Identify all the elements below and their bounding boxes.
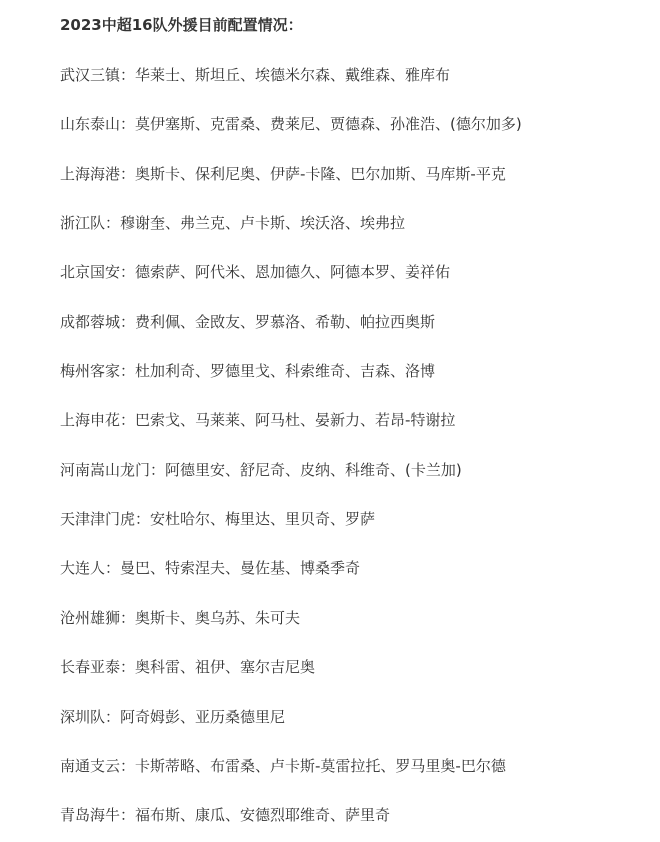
team-foreign-players-row: 深圳队：阿奇姆彭、亚历桑德里尼 xyxy=(60,708,286,726)
team-foreign-players-row: 山东泰山：莫伊塞斯、克雷桑、费莱尼、贾德森、孙准浩、(德尔加多) xyxy=(60,115,522,133)
team-foreign-players-row: 梅州客家：杜加利奇、罗德里戈、科索维奇、吉森、洛博 xyxy=(60,362,436,380)
team-foreign-players-row: 天津津门虎：安杜哈尔、梅里达、里贝奇、罗萨 xyxy=(60,510,376,528)
team-foreign-players-row: 上海申花：巴索戈、马莱莱、阿马杜、晏新力、若昂-特谢拉 xyxy=(60,411,456,429)
team-foreign-players-row: 沧州雄狮：奥斯卡、奥乌苏、朱可夫 xyxy=(60,609,301,627)
team-foreign-players-row: 大连人：曼巴、特索涅夫、曼佐基、博桑季奇 xyxy=(60,559,361,577)
team-foreign-players-row: 南通支云：卡斯蒂略、布雷桑、卢卡斯-莫雷拉托、罗马里奥-巴尔德 xyxy=(60,757,506,775)
team-foreign-players-row: 武汉三镇：华莱士、斯坦丘、埃德米尔森、戴维森、雅库布 xyxy=(60,66,451,84)
team-foreign-players-row: 上海海港：奥斯卡、保利尼奥、伊萨-卡隆、巴尔加斯、马库斯-平克 xyxy=(60,165,506,183)
team-foreign-players-row: 北京国安：德索萨、阿代米、恩加德久、阿德本罗、姜祥佑 xyxy=(60,263,451,281)
team-foreign-players-row: 成都蓉城：费利佩、金敃友、罗慕洛、希勒、帕拉西奥斯 xyxy=(60,313,436,331)
team-foreign-players-row: 青岛海牛：福布斯、康瓜、安德烈耶维奇、萨里奇 xyxy=(60,806,391,824)
team-foreign-players-row: 浙江队：穆谢奎、弗兰克、卢卡斯、埃沃洛、埃弗拉 xyxy=(60,214,406,232)
team-foreign-players-row: 长春亚泰：奥科雷、祖伊、塞尔吉尼奥 xyxy=(60,658,316,676)
team-foreign-players-row: 河南嵩山龙门：阿德里安、舒尼奇、皮纳、科维奇、(卡兰加) xyxy=(60,461,462,479)
article-title: 2023中超16队外援目前配置情况： xyxy=(60,16,303,34)
